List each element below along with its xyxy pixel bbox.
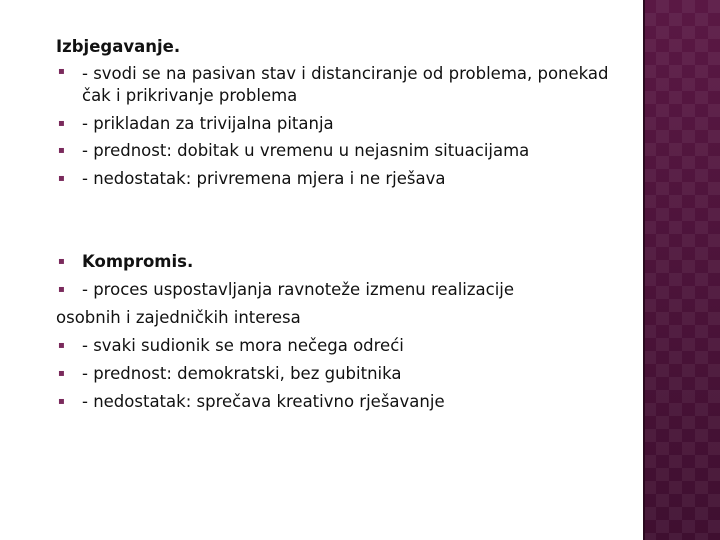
bullet-icon: ▪ xyxy=(58,172,65,184)
list-item xyxy=(56,276,636,304)
section-izbjegavanje xyxy=(56,33,636,192)
list-item-continuation: osobnih i zajedničkih interesa xyxy=(56,308,301,327)
list-item xyxy=(56,388,636,416)
list-item xyxy=(56,165,636,193)
list-item-text: - prikladan za trivijalna pitanja xyxy=(82,113,334,133)
bullet-icon: ▪ xyxy=(58,145,65,156)
bullet-icon: ▪ xyxy=(58,256,65,267)
bullet-icon: ▪ xyxy=(58,396,65,407)
list-item-text: - proces uspostavljanja ravnoteže izmenu realizacije xyxy=(82,280,515,299)
list-item-text: - prednost: dobitak u vremenu u nejasnim situacijama xyxy=(82,141,530,160)
bullet-icon: ▪ xyxy=(58,65,65,77)
list-item xyxy=(56,332,636,360)
side-panel-edge xyxy=(643,0,645,540)
decorative-side-panel xyxy=(643,0,720,540)
list-item-text: - svodi se na pasivan stav i distanciranje od problema, ponekad čak i prikrivanje problema xyxy=(82,63,609,105)
section-title-row xyxy=(56,248,636,276)
bullet-icon: ▪ xyxy=(58,284,65,295)
list-item xyxy=(56,61,636,110)
section-title: Izbjegavanje. xyxy=(56,37,181,56)
list-item-text: - nedostatak: privremena mjera i ne rješava xyxy=(82,168,446,188)
list-item xyxy=(56,110,636,138)
bullet-icon: ▪ xyxy=(58,117,65,129)
list-item-text: - svaki sudionik se mora nečega odreći xyxy=(82,336,404,355)
list-item xyxy=(56,137,636,165)
list-item-text: - nedostatak: sprečava kreativno rješavanje xyxy=(82,392,445,411)
section-kompromis xyxy=(56,248,636,416)
list-item-text: - prednost: demokratski, bez gubitnika xyxy=(82,364,402,383)
section-title: Kompromis. xyxy=(82,252,194,271)
bullet-icon: ▪ xyxy=(58,368,65,379)
bullet-icon: ▪ xyxy=(58,340,65,351)
list-item xyxy=(56,360,636,388)
